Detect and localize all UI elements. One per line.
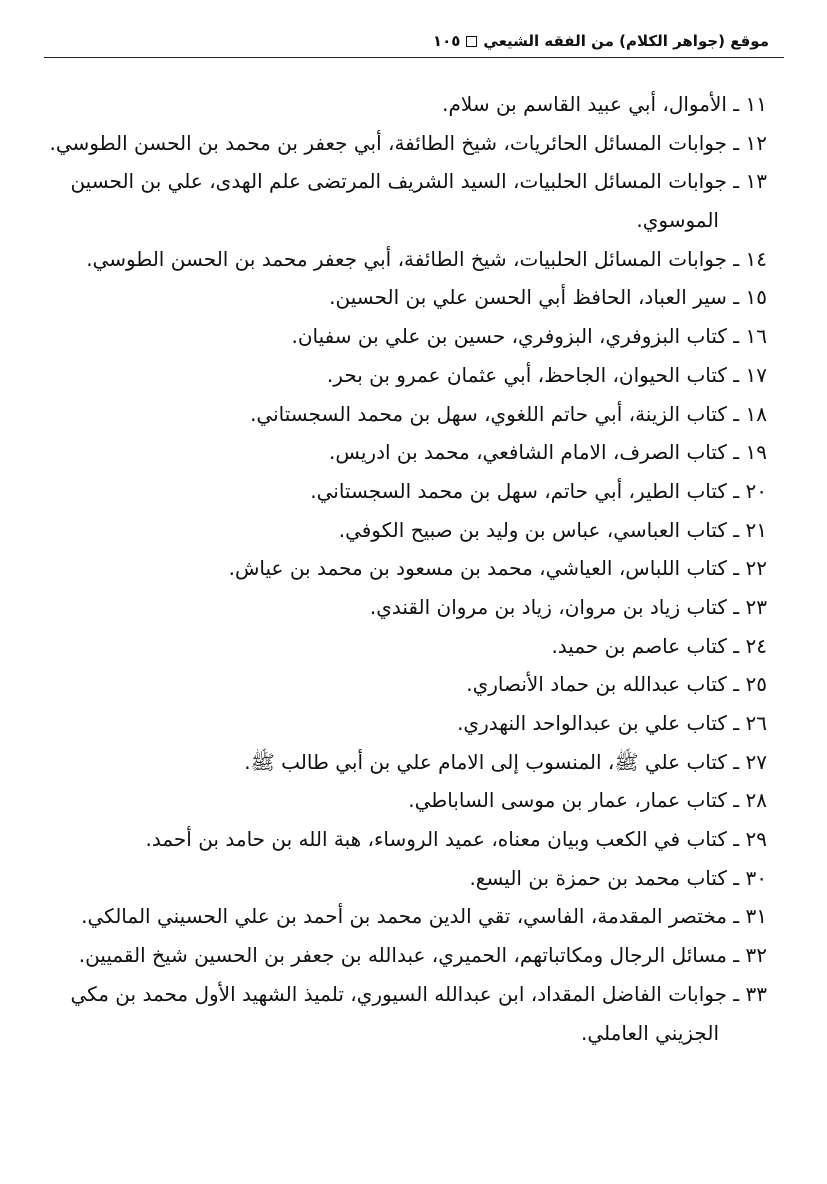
list-item-text: ٢٧ ـ كتاب علي ﷺ، المنسوب إلى الامام علي بن أبي طالب ﷺ. bbox=[244, 749, 767, 774]
list-item-text: ٢٠ ـ كتاب الطير، أبي حاتم، سهل بن محمد السجستاني. bbox=[310, 478, 767, 503]
header-line bbox=[433, 32, 769, 50]
list-item bbox=[60, 162, 767, 239]
list-item bbox=[60, 936, 767, 975]
list-item-text: ١٥ ـ سير العباد، الحافظ أبي الحسن علي بن الحسين. bbox=[329, 285, 767, 310]
list-item bbox=[60, 356, 767, 395]
list-item bbox=[60, 317, 767, 356]
list-item-text: ٢٥ ـ كتاب عبدالله بن حماد الأنصاري. bbox=[466, 672, 767, 697]
list-item bbox=[60, 975, 767, 1052]
running-header bbox=[0, 30, 827, 58]
list-item bbox=[60, 820, 767, 859]
list-item bbox=[60, 897, 767, 936]
list-item-text: ٢٢ ـ كتاب اللباس، العياشي، محمد بن مسعود بن محمد بن عياش. bbox=[228, 556, 767, 581]
list-item-text: ١٧ ـ كتاب الحيوان، الجاحظ، أبي عثمان عمرو بن بحر. bbox=[326, 362, 767, 387]
list-item bbox=[60, 85, 767, 124]
list-item bbox=[60, 859, 767, 898]
list-item bbox=[60, 240, 767, 279]
list-item-text: ١٨ ـ كتاب الزينة، أبي حاتم اللغوي، سهل بن محمد السجستاني. bbox=[250, 401, 767, 426]
list-item-text: ٢٣ ـ كتاب زياد بن مروان، زياد بن مروان القندي. bbox=[369, 594, 767, 619]
list-item bbox=[60, 511, 767, 550]
list-item-text: ٣٣ ـ جوابات الفاضل المقداد، ابن عبدالله السيوري، تلميذ الشهيد الأول محمد بن مكي bbox=[70, 981, 767, 1006]
list-item-text: ٢٩ ـ كتاب في الكعب وبيان معناه، عميد الروساء، هبة الله بن حامد بن أحمد. bbox=[145, 827, 767, 852]
list-item bbox=[60, 433, 767, 472]
list-item-continuation: الجزيني العاملي. bbox=[581, 1020, 719, 1045]
list-item bbox=[60, 395, 767, 434]
list-item-text: ١٢ ـ جوابات المسائل الحائريات، شيخ الطائفة، أبي جعفر بن محمد بن الحسن الطوسي. bbox=[49, 130, 767, 155]
list-item-text: ٢١ ـ كتاب العباسي، عباس بن وليد بن صبيح الكوفي. bbox=[338, 517, 767, 542]
list-item bbox=[60, 472, 767, 511]
list-item bbox=[60, 665, 767, 704]
list-item-text: ١١ ـ الأموال، أبي عبيد القاسم بن سلام. bbox=[442, 92, 767, 116]
list-item bbox=[60, 704, 767, 743]
square-separator-icon bbox=[466, 36, 477, 47]
list-item-text: ٢٦ ـ كتاب علي بن عبدالواحد النهدري. bbox=[457, 711, 767, 735]
header-title: موقع (جواهر الكلام) من الفقه الشيعي bbox=[483, 32, 769, 50]
list-item-text: ١٤ ـ جوابات المسائل الحلبيات، شيخ الطائفة، أبي جعفر محمد بن الحسن الطوسي. bbox=[86, 246, 767, 271]
list-item bbox=[60, 627, 767, 666]
list-item-text: ٣٢ ـ مسائل الرجال ومكاتباتهم، الحميري، عبدالله بن جعفر بن الحسين شيخ القميين. bbox=[78, 943, 767, 968]
list-item bbox=[60, 588, 767, 627]
list-item bbox=[60, 549, 767, 588]
list-item-text: ٢٤ ـ كتاب عاصم بن حميد. bbox=[551, 633, 767, 658]
list-item-text: ١٩ ـ كتاب الصرف، الامام الشافعي، محمد بن ادريس. bbox=[329, 440, 767, 465]
list-item-text: ٣١ ـ مختصر المقدمة، الفاسي، تقي الدين محمد بن أحمد بن علي الحسيني المالكي. bbox=[81, 904, 767, 929]
list-item bbox=[60, 743, 767, 782]
list-item-continuation: الموسوي. bbox=[636, 208, 719, 233]
list-item-text: ١٦ ـ كتاب البزوفري، البزوفري، حسين بن علي بن سفيان. bbox=[291, 324, 767, 349]
list-item-text: ٣٠ ـ كتاب محمد بن حمزة بن اليسع. bbox=[469, 865, 767, 890]
reference-list bbox=[49, 85, 767, 1052]
header-rule bbox=[44, 57, 784, 58]
list-item-text: ١٣ ـ جوابات المسائل الحلبيات، السيد الشريف المرتضى علم الهدى، علي بن الحسين bbox=[70, 169, 767, 194]
page-number: ١٠٥ bbox=[432, 32, 461, 50]
list-item bbox=[60, 278, 767, 317]
list-item-text: ٢٨ ـ كتاب عمار، عمار بن موسى الساباطي. bbox=[408, 788, 767, 813]
list-item bbox=[60, 781, 767, 820]
list-item bbox=[49, 124, 767, 163]
